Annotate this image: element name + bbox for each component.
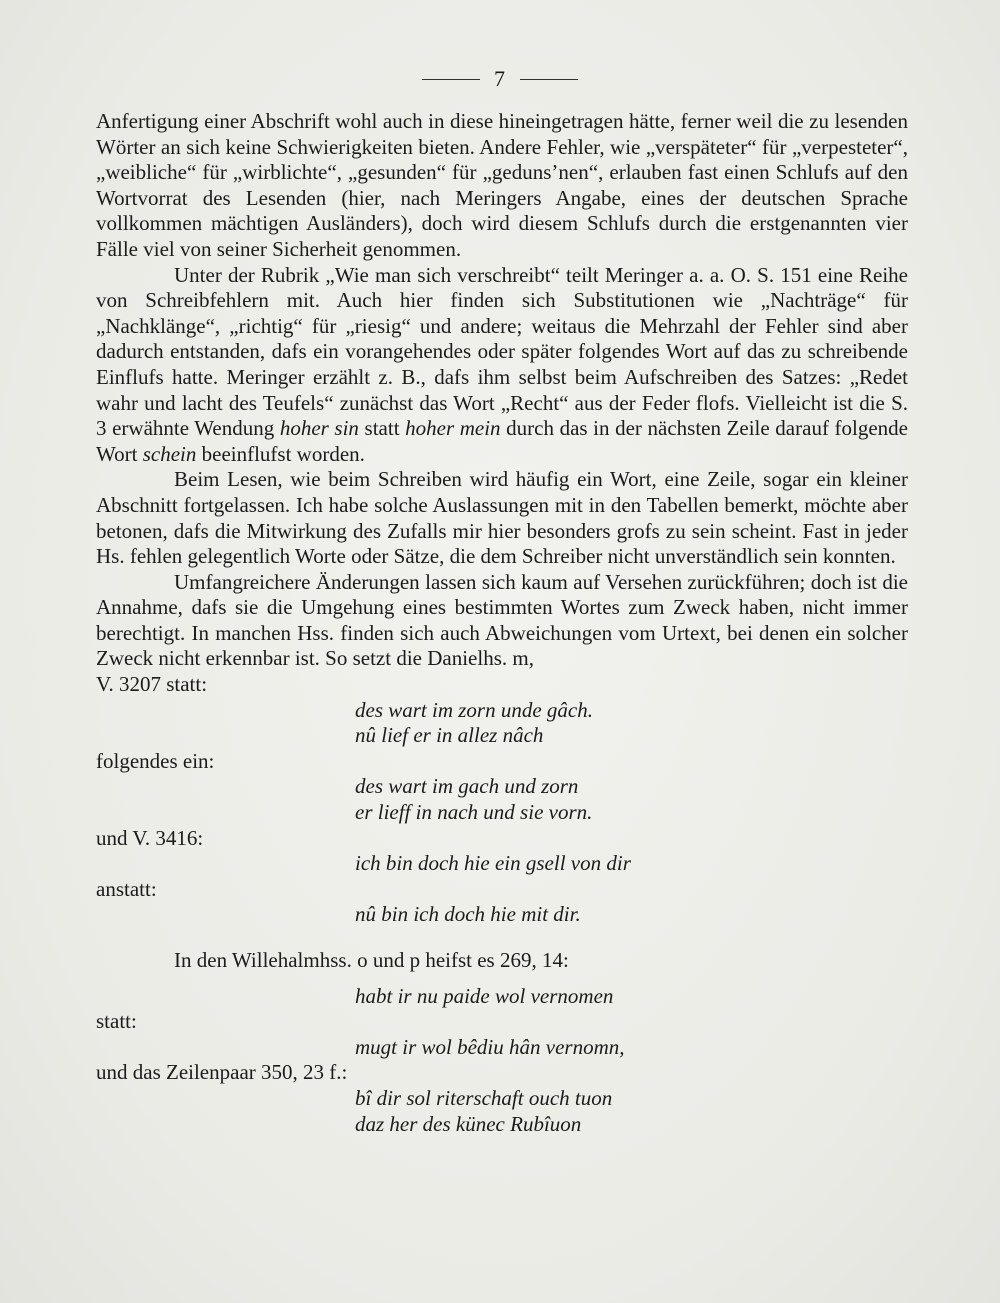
- paragraph-2-text-2: statt: [358, 416, 406, 441]
- verse-line: des wart im zorn unde gâch.: [355, 697, 593, 722]
- verse-label-anstatt: anstatt:: [96, 876, 157, 901]
- page-header: [0, 62, 1000, 96]
- paragraph-2-text-3: durch das in der nächsten Zeile darauf folgende Wort: [96, 416, 908, 466]
- verse-row: [96, 698, 908, 724]
- verse-label-v3416: und V. 3416:: [96, 825, 204, 850]
- paragraph-2-italic-2: hoher mein: [405, 416, 501, 441]
- verse-line: des wart im gach und zorn: [355, 774, 579, 799]
- page-body: [96, 109, 908, 1137]
- verse-line: nû bin ich doch hie mit dir.: [355, 902, 581, 927]
- verse-row: [96, 851, 908, 877]
- verse-line: er lieff in nach und sie vorn.: [355, 800, 593, 825]
- verse-row: [96, 826, 908, 852]
- verse-line: mugt ir wol bêdiu hân vernomn,: [355, 1034, 625, 1059]
- verse-line: bî dir sol riterschaft ouch tuon: [355, 1085, 613, 1110]
- willehalm-intro: In den Willehalmhss. o und p heifst es 269, 14:: [174, 948, 569, 972]
- verse-row: [96, 723, 908, 749]
- verse-row: [96, 902, 908, 928]
- verse-row: [96, 1112, 908, 1138]
- verse-row: [96, 1035, 908, 1061]
- paragraph-2-italic-1: hoher sin: [279, 416, 359, 441]
- verse-label-v3207: V. 3207 statt:: [96, 672, 208, 697]
- verse-row: [96, 984, 908, 1010]
- verse-row: [96, 800, 908, 826]
- verse-row: [96, 1086, 908, 1112]
- verse-row: [96, 774, 908, 800]
- verse-row: [96, 749, 908, 775]
- paragraph-2-italic-3: schein: [142, 441, 197, 466]
- verse-line: ich bin doch hie ein gsell von dir: [355, 851, 631, 876]
- paragraph-2: [96, 263, 908, 468]
- verse-line: nû lief er in allez nâch: [355, 723, 544, 748]
- paragraph-4: Umfangreichere Änderungen lassen sich kaum auf Versehen zurückführen; doch ist die Annahme, dafs sie die Umgehung eines bestimmten Wortes zum Zweck haben, nicht immer berechtigt. In manchen Hss. finden sich auch Abweichungen vom Urtext, bei denen ein solcher Zweck nicht erkennbar ist. So setzt die Danielhs. m,: [96, 569, 908, 671]
- paragraph-3: Beim Lesen, wie beim Schreiben wird häufig ein Wort, eine Zeile, sogar ein kleiner Abschnitt fortgelassen. Ich habe solche Auslassungen mit in den Tabellen bemerkt, möchte aber betonen, dafs die Mitwirkung des Zufalls mir hier besonders grofs zu sein scheint. Fast in jeder Hs. fehlen gelegentlich Worte oder Sätze, die dem Schreiber nicht unverständlich sein konnten.: [96, 467, 908, 569]
- paragraph-2-text-1: Unter der Rubrik „Wie man sich verschreibt“ teilt Meringer a. a. O. S. 151 eine Reihe von Schreibfehlern mit. Auch hier finden sich Substitutionen wie „Nachträge“ für „Nachklänge“, „richtig“ für „riesig“ und andere; weitaus die Mehrzahl der Fehler sind aber dadurch entstanden, dafs ein vorangehendes oder später folgendes Wort auf das zu schreibende Einflufs hatte. Meringer erzählt z. B., dafs ihm selbst beim Aufschreiben des Satzes: „Redet wahr und lacht des Teufels“ zunächst das Wort „Recht“ aus der Feder flofs. Vielleicht ist die S. 3 erwähnte Wendung: [96, 262, 908, 441]
- header-rule-right: [520, 79, 578, 80]
- header-rule-left: [422, 79, 480, 80]
- verse-line: habt ir nu paide wol vernomen: [355, 983, 614, 1008]
- verse-row: [96, 877, 908, 903]
- verse-label-folgendes: folgendes ein:: [96, 748, 215, 773]
- willehalm-intro-row: [96, 948, 908, 974]
- paragraph-2-text-4: beeinflufst worden.: [196, 441, 365, 466]
- verse-row: [96, 1009, 908, 1035]
- verse-line: daz her des künec Rubîuon: [355, 1111, 582, 1136]
- verse-label-statt: statt:: [96, 1009, 137, 1034]
- verse-row: [96, 1060, 908, 1086]
- verse-label-zeilenpaar: und das Zeilenpaar 350, 23 f.:: [96, 1060, 348, 1085]
- page-number: 7: [494, 66, 506, 91]
- verse-row: [96, 672, 908, 698]
- paragraph-1: Anfertigung einer Abschrift wohl auch in diese hineingetragen hätte, ferner weil die zu lesenden Wörter an sich keine Schwierigkeiten bieten. Andere Fehler, wie „verspäteter“ für „verpesteter“, „weibliche“ für „wirblichte“, „gesunden“ für „geduns’nen“, erlauben fast einen Schlufs auf den Wortvorrat des Lesenden (hier, nach Meringers Angabe, eines der deutschen Sprache vollkommen mächtigen Ausländers), doch wird diesem Schlufs durch die erstgenannten vier Fälle viel von seiner Sicherheit genommen.: [96, 109, 908, 261]
